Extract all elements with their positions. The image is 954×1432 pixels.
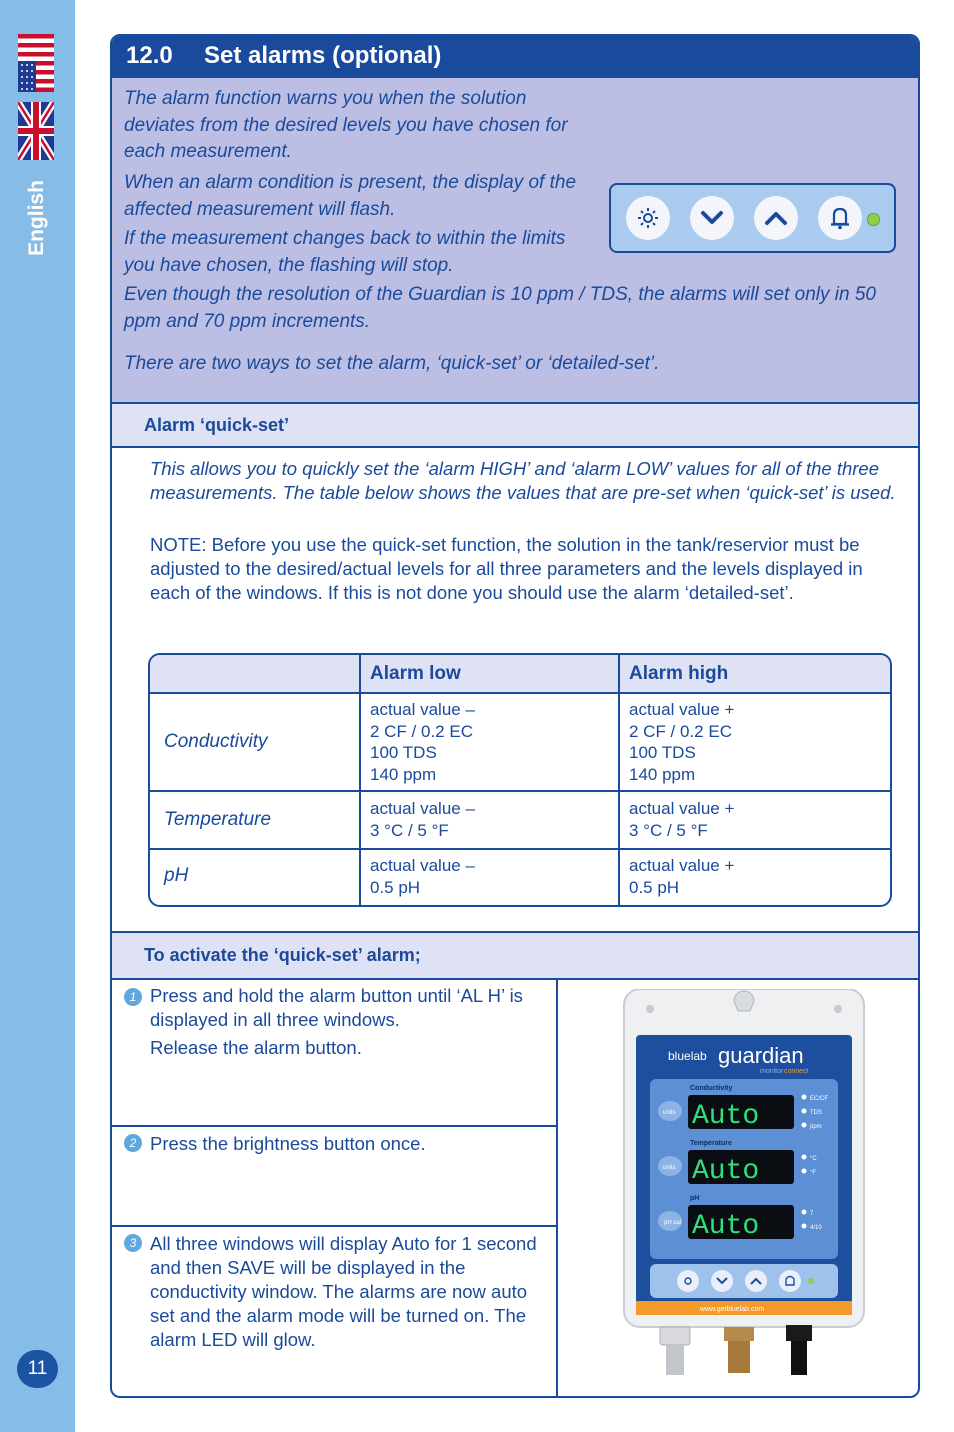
activate-heading-bar	[112, 931, 918, 980]
temperature-alarm-low: actual value – 3 °C / 5 °F	[370, 799, 475, 840]
alarm-button[interactable]	[818, 196, 862, 240]
intro-paragraph-3: If the measurement changes back to within the limits you have chosen, the flashing will stop.	[124, 228, 566, 276]
indicator-ph-4-10: 4/10	[810, 1225, 822, 1231]
quickset-description: This allows you to quickly set the ‘alarm HIGH’ and ‘alarm LOW’ values for all of the three measurements. The table below shows the values that are pre-set when ‘quick-set’ is used.	[150, 458, 896, 503]
temperature-readout: Auto	[692, 1156, 760, 1187]
ph-alarm-low: actual value – 0.5 pH	[370, 856, 475, 897]
table-divider	[150, 692, 890, 694]
temperature-alarm-high: actual value + 3 °C / 5 °F	[629, 799, 735, 840]
us-flag-icon[interactable]	[18, 34, 54, 92]
units-button-label: units	[663, 1110, 676, 1116]
display-label-conductivity: Conductivity	[690, 1085, 733, 1092]
indicator-ppm: ppm	[810, 1124, 822, 1130]
page-number: 11	[17, 1350, 58, 1388]
intro-paragraph-4: Even though the resolution of the Guardian is 10 ppm / TDS, the alarms will set only in 50 ppm and 70 ppm increments.	[124, 284, 876, 332]
conductivity-alarm-high: actual value + 2 CF / 0.2 EC 100 TDS 140 ppm	[629, 700, 735, 784]
quickset-heading-bar	[112, 402, 918, 448]
quickset-heading: Alarm ‘quick-set’	[144, 415, 290, 435]
units-button-label: units	[663, 1165, 676, 1171]
product-name: guardian	[718, 1043, 804, 1068]
subtitle-connect: connect	[784, 1068, 809, 1075]
step-3-text: All three windows will display Auto for 1 second and then SAVE will be displayed in the conductivity window. The alarms are now auto set and the alarm mode will be turned on. The alarm LED will glow.	[150, 1233, 537, 1350]
conductivity-readout: Auto	[692, 1101, 760, 1132]
step-divider	[112, 1125, 558, 1127]
intro-paragraph-1: The alarm function warns you when the solution deviates from the desired levels you have chosen for each measurement.	[124, 88, 568, 162]
col-header-alarm-low: Alarm low	[370, 663, 461, 684]
indicator-celsius: °C	[810, 1156, 817, 1162]
row-label-ph: pH	[164, 865, 189, 886]
brightness-icon	[637, 207, 659, 229]
row-label-conductivity: Conductivity	[164, 731, 268, 752]
row-label-temperature: Temperature	[164, 809, 272, 830]
intro-panel	[112, 78, 918, 403]
section-title: Set alarms (optional)	[204, 42, 442, 69]
section-title-bar	[112, 36, 918, 78]
device-url: www.getbluelab.com	[700, 1306, 765, 1313]
guardian-monitor-device	[620, 989, 868, 1379]
step-2-text: Press the brightness button once.	[150, 1133, 426, 1154]
up-arrow-icon	[764, 210, 788, 226]
steps-divider	[556, 980, 558, 1398]
intro-paragraph-5: There are two ways to set the alarm, ‘quick-set’ or ‘detailed-set’.	[124, 353, 660, 374]
step-1-text-2: Release the alarm button.	[150, 1037, 362, 1058]
ph-readout: Auto	[692, 1211, 760, 1242]
col-header-alarm-high: Alarm high	[629, 663, 729, 684]
table-divider	[150, 848, 890, 850]
indicator-tds: TDS	[810, 1110, 822, 1116]
section-number: 12.0	[126, 42, 173, 69]
brand-name: bluelab	[668, 1049, 707, 1063]
table-divider	[150, 790, 890, 792]
section-frame	[110, 34, 920, 1398]
indicator-ec: EC/CF	[810, 1096, 828, 1102]
subtitle-monitor: monitor	[760, 1068, 784, 1075]
bell-icon	[829, 206, 851, 230]
uk-flag-icon[interactable]	[18, 102, 54, 160]
step-number-badge: 3	[124, 1234, 142, 1252]
step-divider	[112, 1225, 558, 1227]
alarm-table	[148, 653, 892, 907]
sidebar	[0, 0, 75, 1432]
indicator-fahrenheit: °F	[810, 1170, 817, 1176]
up-button[interactable]	[754, 196, 798, 240]
ph-cal-button-label: pH cal	[664, 1220, 682, 1226]
step-number-badge: 2	[124, 1134, 142, 1152]
display-label-temperature: Temperature	[690, 1140, 732, 1147]
keypad-illustration	[609, 183, 896, 253]
conductivity-alarm-low: actual value – 2 CF / 0.2 EC 100 TDS 140 ppm	[370, 700, 475, 784]
down-button[interactable]	[690, 196, 734, 240]
down-arrow-icon	[700, 210, 724, 226]
ph-alarm-high: actual value + 0.5 pH	[629, 856, 735, 897]
activate-heading: To activate the ‘quick-set’ alarm;	[144, 945, 421, 965]
language-label: English	[25, 180, 48, 256]
alarm-led	[867, 213, 880, 226]
brightness-button[interactable]	[626, 196, 670, 240]
quickset-note: NOTE: Before you use the quick-set function, the solution in the tank/reservior must be adjusted to the desired/actual levels for all three parameters and the levels displayed in each of the windows. If this is not done you should use the alarm ‘detailed-set’.	[150, 534, 863, 603]
table-header-row	[150, 655, 890, 693]
intro-paragraph-2: When an alarm condition is present, the display of the affected measurement will flash.	[124, 172, 577, 220]
indicator-ph-7: 7	[810, 1211, 814, 1217]
step-number-badge: 1	[124, 988, 142, 1006]
display-label-ph: pH	[690, 1195, 700, 1202]
step-1-text: Press and hold the alarm button until ‘AL H’ is displayed in all three windows.	[150, 985, 523, 1030]
